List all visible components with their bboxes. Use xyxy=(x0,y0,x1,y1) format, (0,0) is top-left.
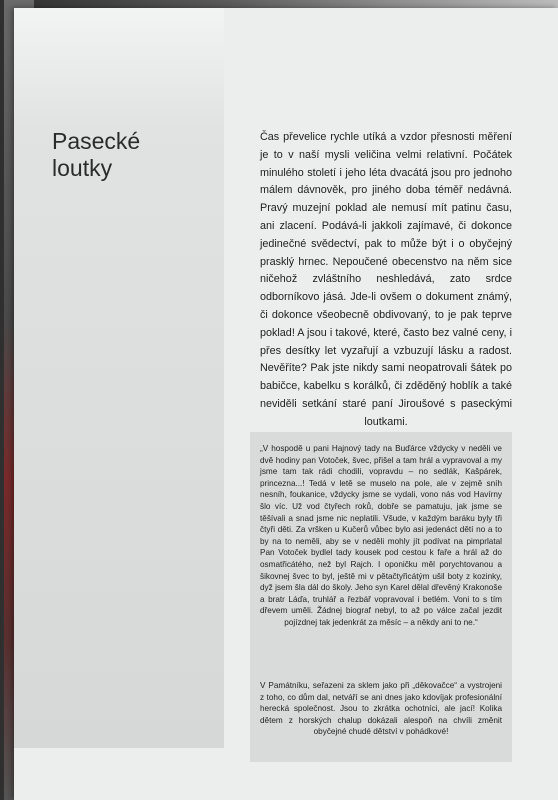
title-line-2: loutky xyxy=(52,155,113,181)
left-gray-panel xyxy=(14,8,224,748)
museum-note: V Památníku, seřazeni za sklem jako při „děkovačce“ a vystrojeni z toho, co dům dal, netváří se ani dnes jako kdovíjak profesionální herecká společnost. Jsou to zkrátka ochotníci, ale jací! Kolika dětem z horských chalup dokázali alespoň na chvíli změnit obyčejné chudé dětství v pohádkové! xyxy=(260,681,502,737)
quote-text: „V hospodě u pani Hajnový tady na Buďárce vždycky v neděli ve dvě hodiny pan Votoček, švec, přišel a tam hrál a vypravoval a my jsme tam tak rádi chodili, vopravdu – no sedlák, Kašpárek, princezna...! Tedá v letě se muselo na pole, ale v zejmě sníh nesníh, foukanice, vždycky jsme se vydali, vono nás vod Havírny šlo víc. Už vod čtyřech roků, dobře se pamatuju, jak jsme se těšívali a snad jsme nic neplatili. Všude, v každým baráku byly tři čtyři děti. Za vršken u Kučerů vůbec bylo asi jedenáct dětí no a to by na to neměli, aby se v neděli mohly jít podívat na pimprlatal Pan Votoček bydlel tady kousek pod cestou k faře a hrál až do osmatřicátého, než byl Rajch. I oponičku měl porychtovanou a šikovnej švec to byl, ještě mi v pětačtyřicátým ušil boty z kozinky, dyž jsem šla dál do školy. Jeho syn Karel dělal dřevěný Krakonoše a bratr Láďa, truhlář a řezbář vopravoval i betlém. Voni to s tím dřevem uměli. Žádnej biograf nebyl, to až po válce začal jezdit pojízdnej tak jedenkrát za měsíc – a někdy ani to ne.“ xyxy=(260,444,502,627)
article-title xyxy=(52,128,192,182)
article-body: Čas převelice rychle utíká a vzdor přesnosti měření je to v naší mysli veličina velmi relativní. Počátek minulého století i jeho léta dvacátá jsou pro jednoho málem dávnověk, pro jiného doba téměř nedávná. Pravý muzejní poklad ale nemusí mít patinu času, ani zlacení. Podává-li jakkoli zajímavé, či dokonce jedinečné svědectví, pak to může být i o obyčejný prasklý hrnec. Nepoučené obecenstvo na něm sice ničehož zvláštního neshledává, zato srdce odborníkovo jásá. Jde-li ovšem o dokument známý, či dokonce všeobecně obdivovaný, to je pak teprve poklad! A jsou i takové, které, často bez valné ceny, i přes desítky let vyzařují a vzbuzují lásku a radost. Nevěříte? Pak jste nikdy sami neopatrovali šátek po babičce, kabelku s korálků, či zděděný hoblík a také neviděli setkání staré paní Jiroušové s paseckými loutkami. xyxy=(260,131,512,428)
title-line-1: Pasecké xyxy=(52,128,141,154)
